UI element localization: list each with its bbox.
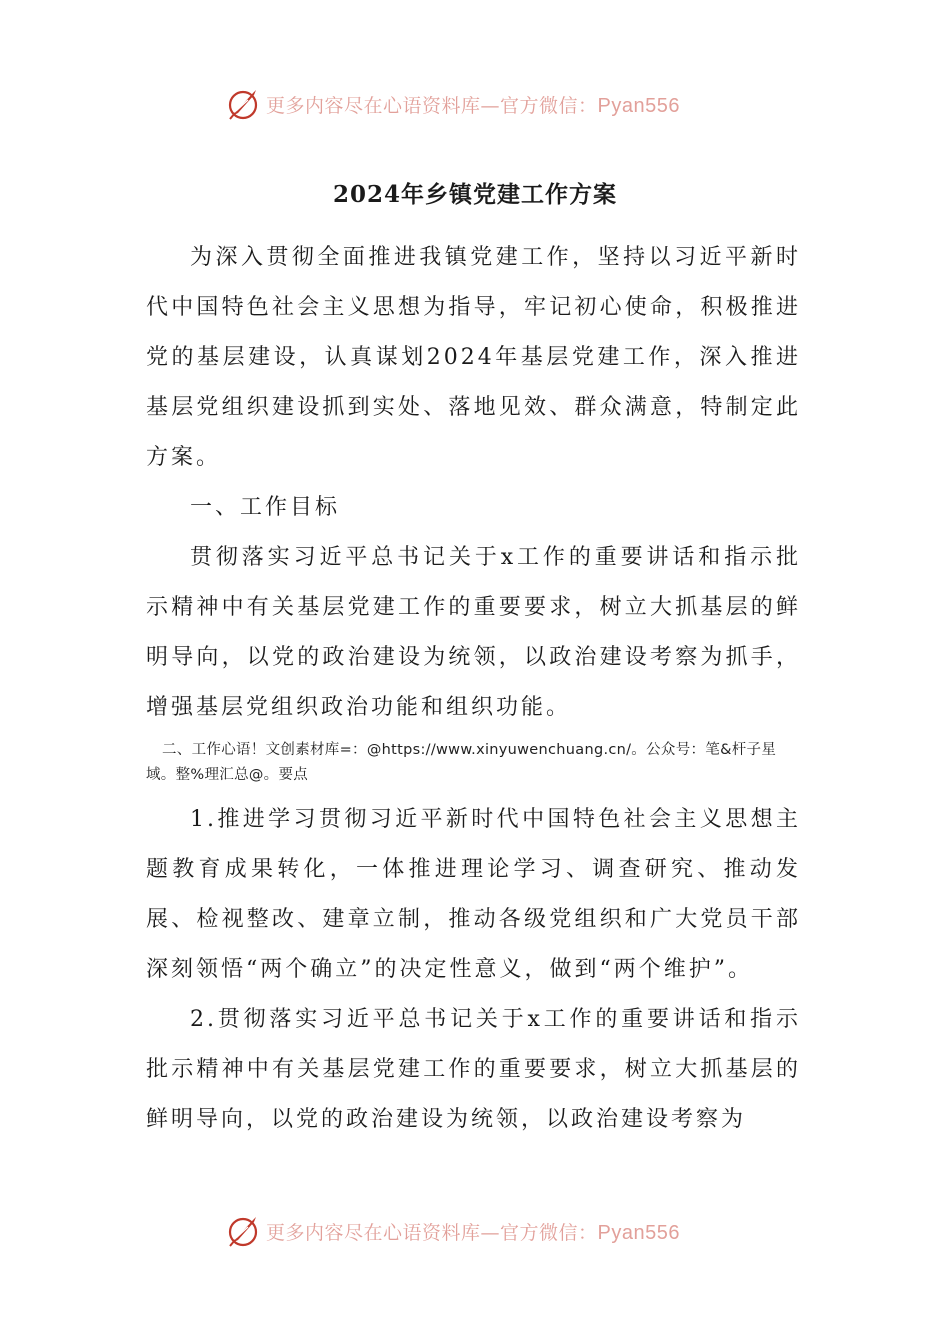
intro-paragraph: 为深入贯彻全面推进我镇党建工作，坚持以习近平新时代中国特色社会主义思想为指导，牢记初心使命，积极推进党的基层建设，认真谋划2024年基层党建工作，深入推进基层党组织建设抓到实处、落地见效、群众满意，特制定此方案。 <box>146 245 801 470</box>
banner-text: 更多内容尽在心语资料库—官方微信：Pyan556 <box>266 1221 680 1244</box>
section-heading-goals: 一、工作目标 <box>190 495 341 520</box>
quill-logo-icon <box>226 1213 262 1249</box>
page-title: 2024年乡镇党建工作方案 <box>332 181 617 208</box>
goals-paragraph: 贯彻落实习近平总书记关于x工作的重要讲话和指示批示精神中有关基层党建工作的重要要求，树立大抓基层的鲜明导向，以党的政治建设为统领，以政治建设考察为抓手，增强基层党组织政治功能和组织功能。 <box>146 545 801 720</box>
document-body <box>146 233 801 1145</box>
wechat-id: Pyan556 <box>597 94 680 117</box>
header-banner <box>0 82 950 126</box>
point-2-paragraph: 2.贯彻落实习近平总书记关于x工作的重要讲话和指示批示精神中有关基层党建工作的重要要求，树立大抓基层的鲜明导向，以党的政治建设为统领，以政治建设考察为 <box>146 1007 801 1132</box>
wechat-id: Pyan556 <box>597 1221 680 1244</box>
footer-banner <box>0 1209 950 1253</box>
quill-logo-icon <box>226 86 262 122</box>
banner-text: 更多内容尽在心语资料库—官方微信：Pyan556 <box>266 94 680 117</box>
point-1-paragraph: 1.推进学习贯彻习近平新时代中国特色社会主义思想主题教育成果转化，一体推进理论学习、调查研究、推动发展、检视整改、建章立制，推动各级党组织和广大党员干部深刻领悟“两个确立”的决定性意义，做到“两个维护”。 <box>146 807 801 982</box>
section-heading-points: 二、工作心语！文创素材库=：@https://www.xinyuwenchuang.cn/。公众号：笔&杆子星域。整%理汇总@。要点 <box>146 742 777 783</box>
